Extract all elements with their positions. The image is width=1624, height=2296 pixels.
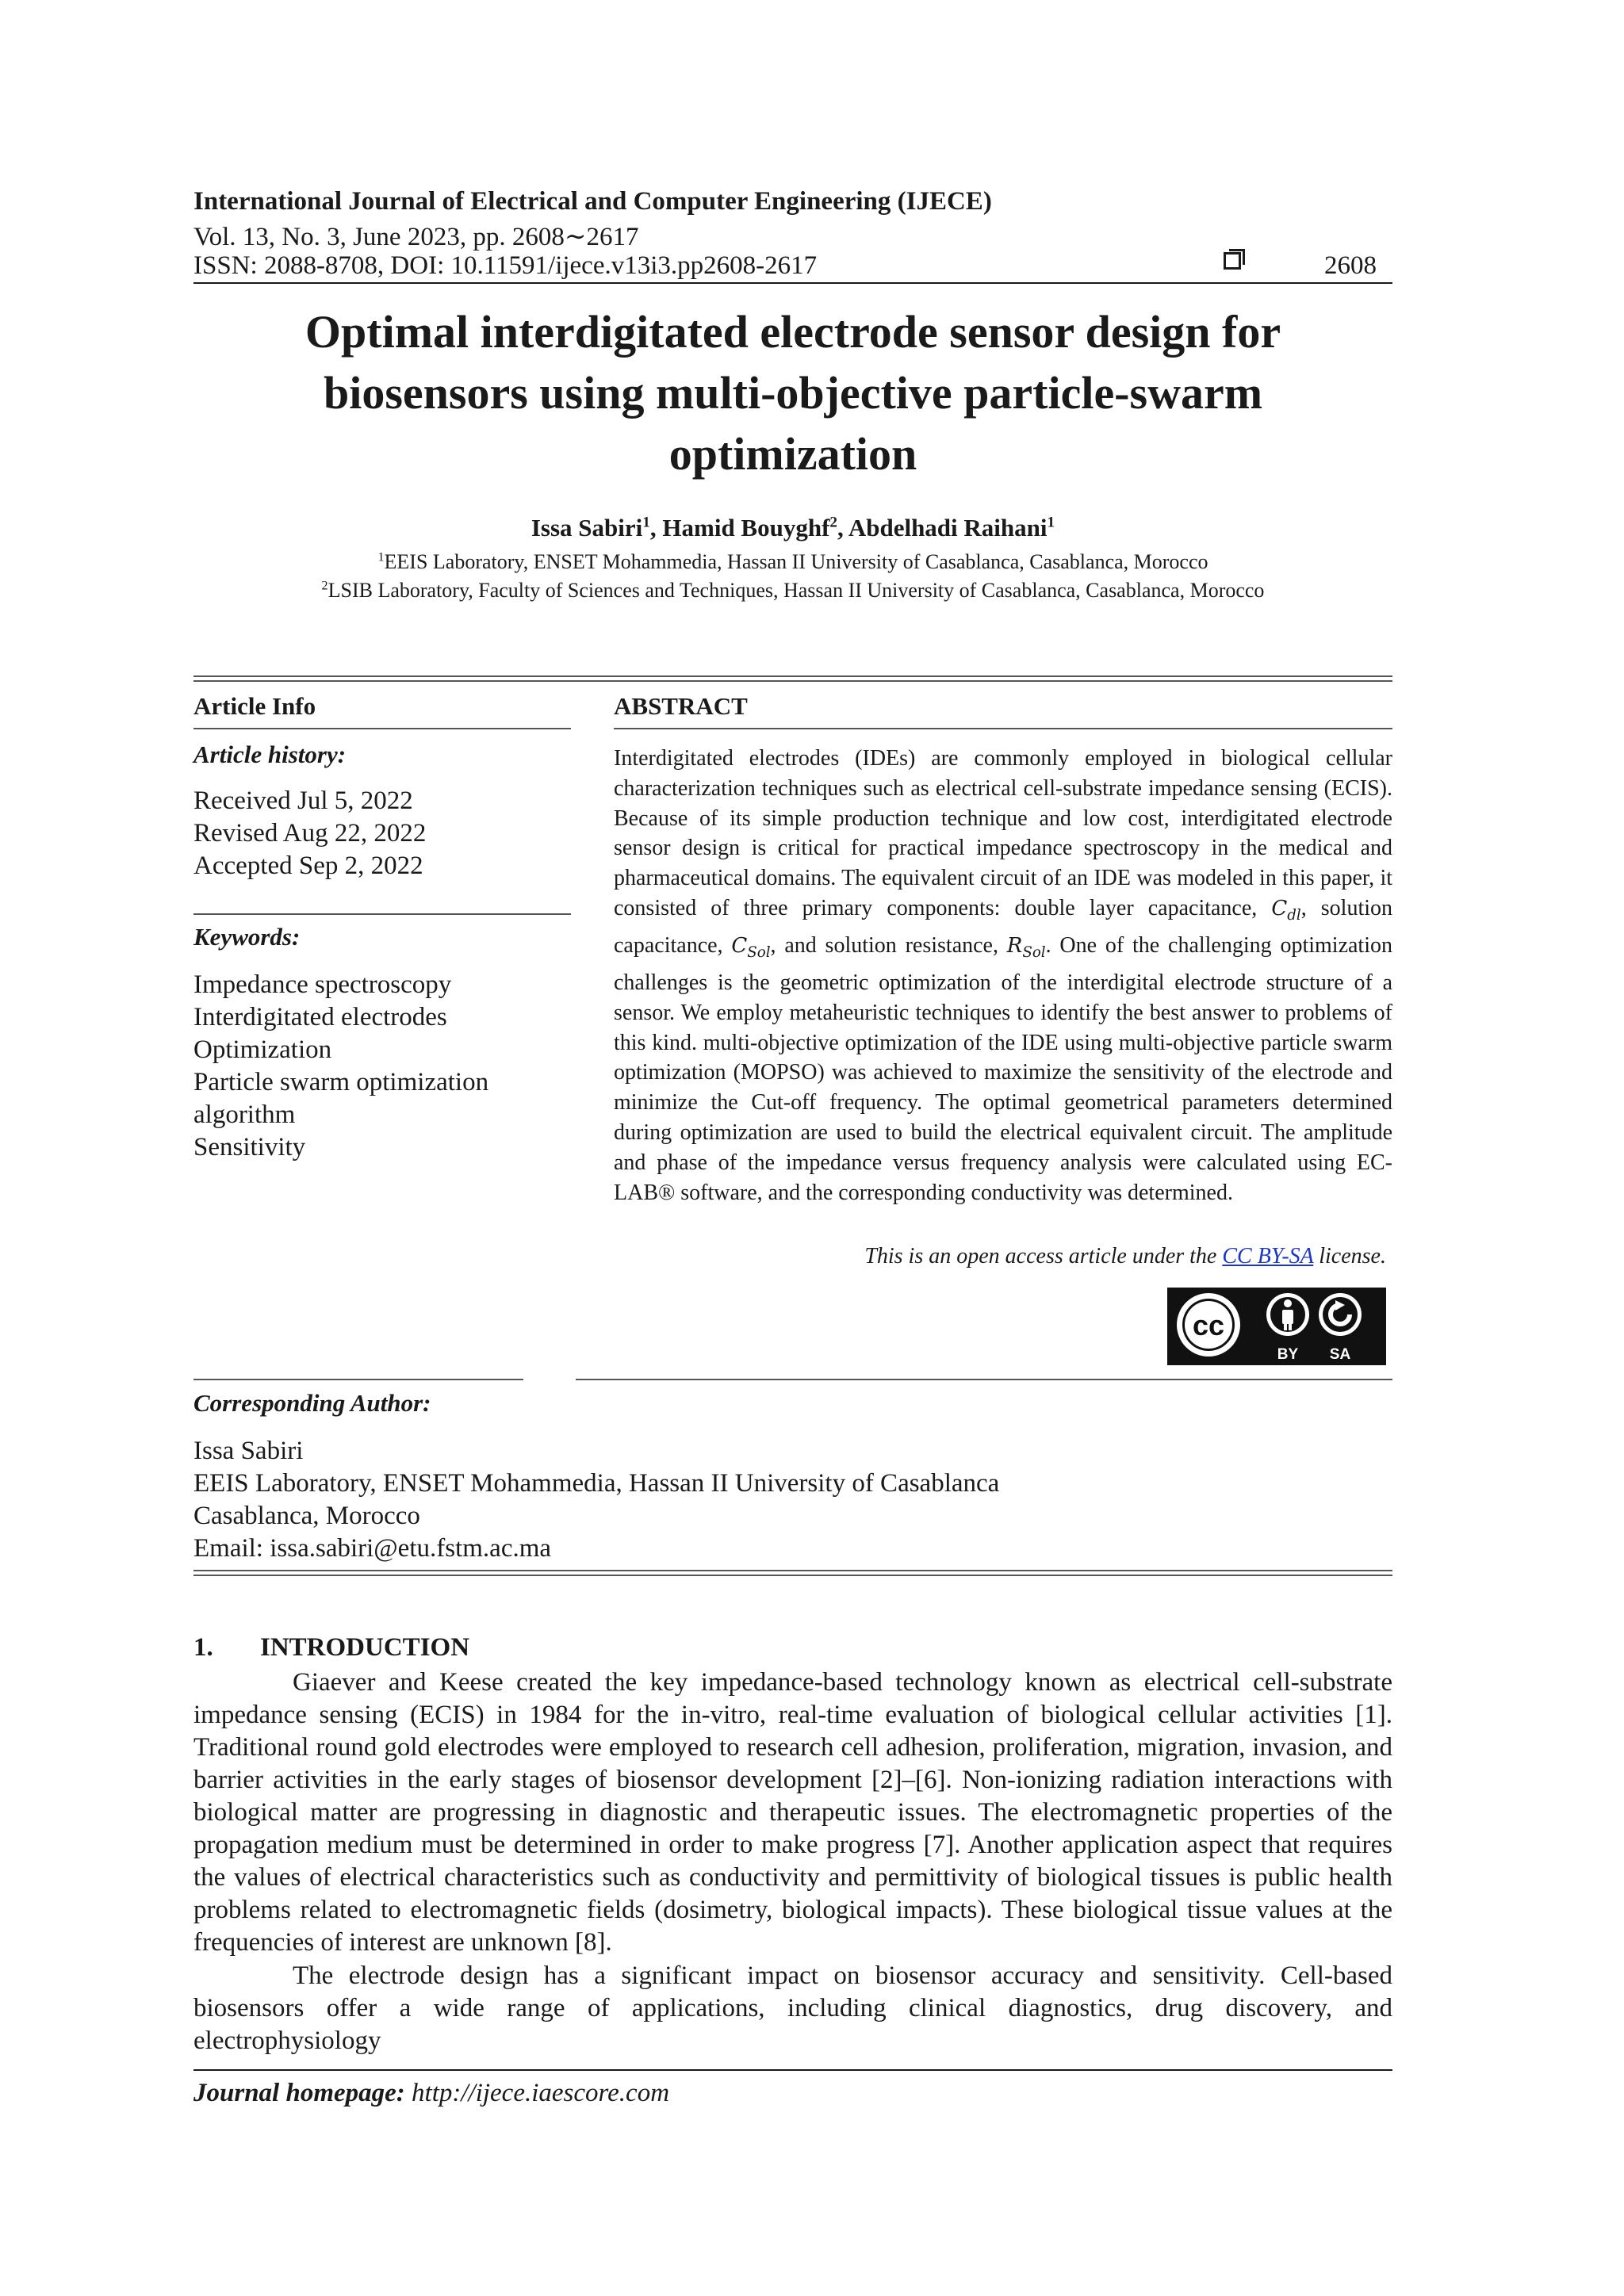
header-rule <box>193 282 1392 284</box>
corresponding-name: Issa Sabiri <box>193 1437 304 1465</box>
cc-by-sa-badge[interactable] <box>1167 1288 1386 1365</box>
corresponding-author-details <box>193 1435 999 1565</box>
article-history-heading: Article history: <box>193 740 347 768</box>
symbol-subscript: Sol <box>747 944 771 962</box>
license-statement <box>614 1244 1386 1269</box>
title-line-2: biosensors using multi-objective particle-swarm <box>323 367 1263 419</box>
affiliation-text: EEIS Laboratory, ENSET Mohammedia, Hassan II University of Casablanca, Casablanca, Morocco <box>384 550 1208 573</box>
license-suffix: license. <box>1313 1244 1386 1269</box>
abstract-part: . One of the challenging optimization challenges is the geometric optimization of the interdigital electrode structure of a sensor. We employ metaheuristic techniques to identify the best answer to problems of this kind. multi-objective optimization of the IDE using multi-objective particle swarm optimization (MOPSO) was achieved to maximize the sensitivity of the electrode and minimize the Cut-off frequency. The optimal geometrical parameters determined during optimization are used to build the electrical equivalent circuit. The amplitude and phase of the impedance versus frequency analysis were calculated using EC-LAB® software, and the corresponding conductivity was determined. <box>614 932 1392 1205</box>
intro-paragraph-2: The electrode design has a significant impact on biosensor accuracy and sensitivity. Cell-based biosensors offer a wide range of applications, including clinical diagnostics, drug discovery, and electrophysiology <box>193 1961 1392 2055</box>
history-revised: Revised Aug 22, 2022 <box>193 819 427 848</box>
keyword-item: Particle swarm optimization <box>193 1068 489 1096</box>
section-title: INTRODUCTION <box>260 1633 470 1662</box>
affiliation-text: LSIB Laboratory, Faculty of Sciences and Techniques, Hassan II University of Casablanca, Casablanca, Morocco <box>327 579 1265 602</box>
footer-rule <box>193 2069 1392 2071</box>
homepage-url[interactable]: http://ijece.iaescore.com <box>412 2079 670 2107</box>
symbol-rsol <box>1006 933 1046 962</box>
affiliation-1 <box>193 550 1392 574</box>
abstract-part: Interdigitated electrodes (IDEs) are commonly employed in biological cellular characterization techniques such as electrical cell-substrate impedance sensing (ECIS). Because of its simple production technique and low cost, interdigitated electrode sensor design is critical for practical impedance spectroscopy in the medical and pharmaceutical domains. The equivalent circuit of an IDE was modeled in this paper, it consisted of three primary components: double layer capacitance, <box>614 746 1392 920</box>
article-history-list <box>193 785 426 882</box>
affiliation-2 <box>193 579 1392 603</box>
info-bottom-rule <box>193 1570 1392 1576</box>
intro-paragraph-1: Giaever and Keese created the key impedance-based technology known as electrical cell-substrate impedance sensing (ECIS) in 1984 for the in-vitro, real-time evaluation of biological cellular activities [1]. Traditional round gold electrodes were employed to research cell adhesion, proliferation, migration, invasion, and barrier activities in the early stages of biosensor development [2]–[6]. Non-ionizing radiation interactions with biological matter are progressing in diagnostic and therapeutic issues. The electromagnetic properties of the propagation medium must be determined in order to make progress [7]. Another application aspect that requires the values of electrical characteristics such as conductivity and permittivity of biological tissues is public health problems related to electromagnetic fields (dosimetry, biological impacts). These biological tissue values at the frequencies of interest are unknown [8]. <box>193 1668 1392 1957</box>
cc-by-sa-link[interactable]: CC BY-SA <box>1222 1244 1314 1269</box>
affiliation-mark: 1 <box>377 550 385 564</box>
keyword-item: Optimization <box>193 1035 332 1064</box>
journal-issn-doi: ISSN: 2088-8708, DOI: 10.11591/ijece.v13i3.pp2608-2617 <box>193 251 818 280</box>
abstract-part: , and solution resistance, <box>770 932 1007 958</box>
keywords-heading: Keywords: <box>193 923 301 951</box>
info-top-rule <box>193 675 1392 682</box>
title-line-1: Optimal interdigitated electrode sensor design for <box>304 306 1281 358</box>
by-badge-text: BY <box>1277 1346 1299 1363</box>
author-name: Abdelhadi Raihani <box>848 514 1048 541</box>
author-list: Issa Sabiri$^1$, Hamid Bouyghf$^2$, Abdelhadi Raihani$^1$ <box>530 514 1055 541</box>
history-received: Received Jul 5, 2022 <box>193 786 413 815</box>
symbol-subscript: Sol <box>1022 944 1046 962</box>
abstract-heading: ABSTRACT <box>614 692 748 720</box>
corresponding-location: Casablanca, Morocco <box>193 1502 420 1530</box>
corresponding-affiliation: EEIS Laboratory, ENSET Mohammedia, Hassan II University of Casablanca <box>193 1469 1000 1498</box>
cc-badge-text: cc <box>1192 1309 1225 1341</box>
homepage-label: Journal homepage: <box>193 2079 405 2107</box>
section-heading-introduction <box>193 1633 469 1663</box>
title-line-3: optimization <box>668 428 917 480</box>
keyword-item: Sensitivity <box>193 1133 306 1161</box>
journal-name: International Journal of Electrical and Computer Engineering (IJECE) <box>193 187 992 216</box>
symbol-base: C <box>731 933 748 958</box>
affiliation-mark: 2 <box>321 579 328 593</box>
keyword-item: Interdigitated electrodes <box>193 1003 447 1031</box>
symbol-base: C <box>1271 896 1288 920</box>
corresponding-author-heading: Corresponding Author: <box>193 1389 431 1417</box>
abstract-rule <box>614 728 1392 729</box>
keywords-rule <box>193 913 571 915</box>
symbol-base: R <box>1006 933 1023 958</box>
author-name: Hamid Bouyghf <box>662 514 830 541</box>
abstract-part: , solution capacitance, <box>614 895 1393 958</box>
page-square-icon <box>1224 252 1241 270</box>
sa-badge-text: SA <box>1329 1346 1351 1363</box>
author-affil-mark: 1 <box>1047 514 1055 531</box>
journal-homepage <box>193 2079 669 2108</box>
symbol-subscript: dl <box>1287 907 1301 924</box>
journal-volume: Vol. 13, No. 3, June 2023, pp. 2608∼2617 <box>193 223 639 251</box>
keywords-list <box>193 969 488 1164</box>
article-info-heading: Article Info <box>193 692 316 720</box>
abstract-text <box>614 744 1392 1207</box>
section-number: 1. <box>193 1633 213 1662</box>
author-affil-mark: 2 <box>829 514 838 531</box>
keyword-item: Impedance spectroscopy <box>193 970 452 999</box>
keyword-item: algorithm <box>193 1100 296 1129</box>
page-number: 2608 <box>1324 251 1377 280</box>
paper-title <box>193 301 1392 484</box>
cc-badge-icon <box>1167 1288 1386 1365</box>
article-info-rule <box>193 728 571 729</box>
corresponding-email: Email: issa.sabiri@etu.fstm.ac.ma <box>193 1534 552 1563</box>
corresponding-rule-left <box>193 1379 523 1380</box>
history-accepted: Accepted Sep 2, 2022 <box>193 851 423 880</box>
author-affil-mark: 1 <box>642 514 650 531</box>
author-name: Issa Sabiri <box>530 514 643 541</box>
license-prefix: This is an open access article under the <box>864 1244 1223 1269</box>
corresponding-rule-right <box>576 1379 1392 1380</box>
symbol-cdl <box>1271 896 1301 924</box>
symbol-csol <box>731 933 771 962</box>
